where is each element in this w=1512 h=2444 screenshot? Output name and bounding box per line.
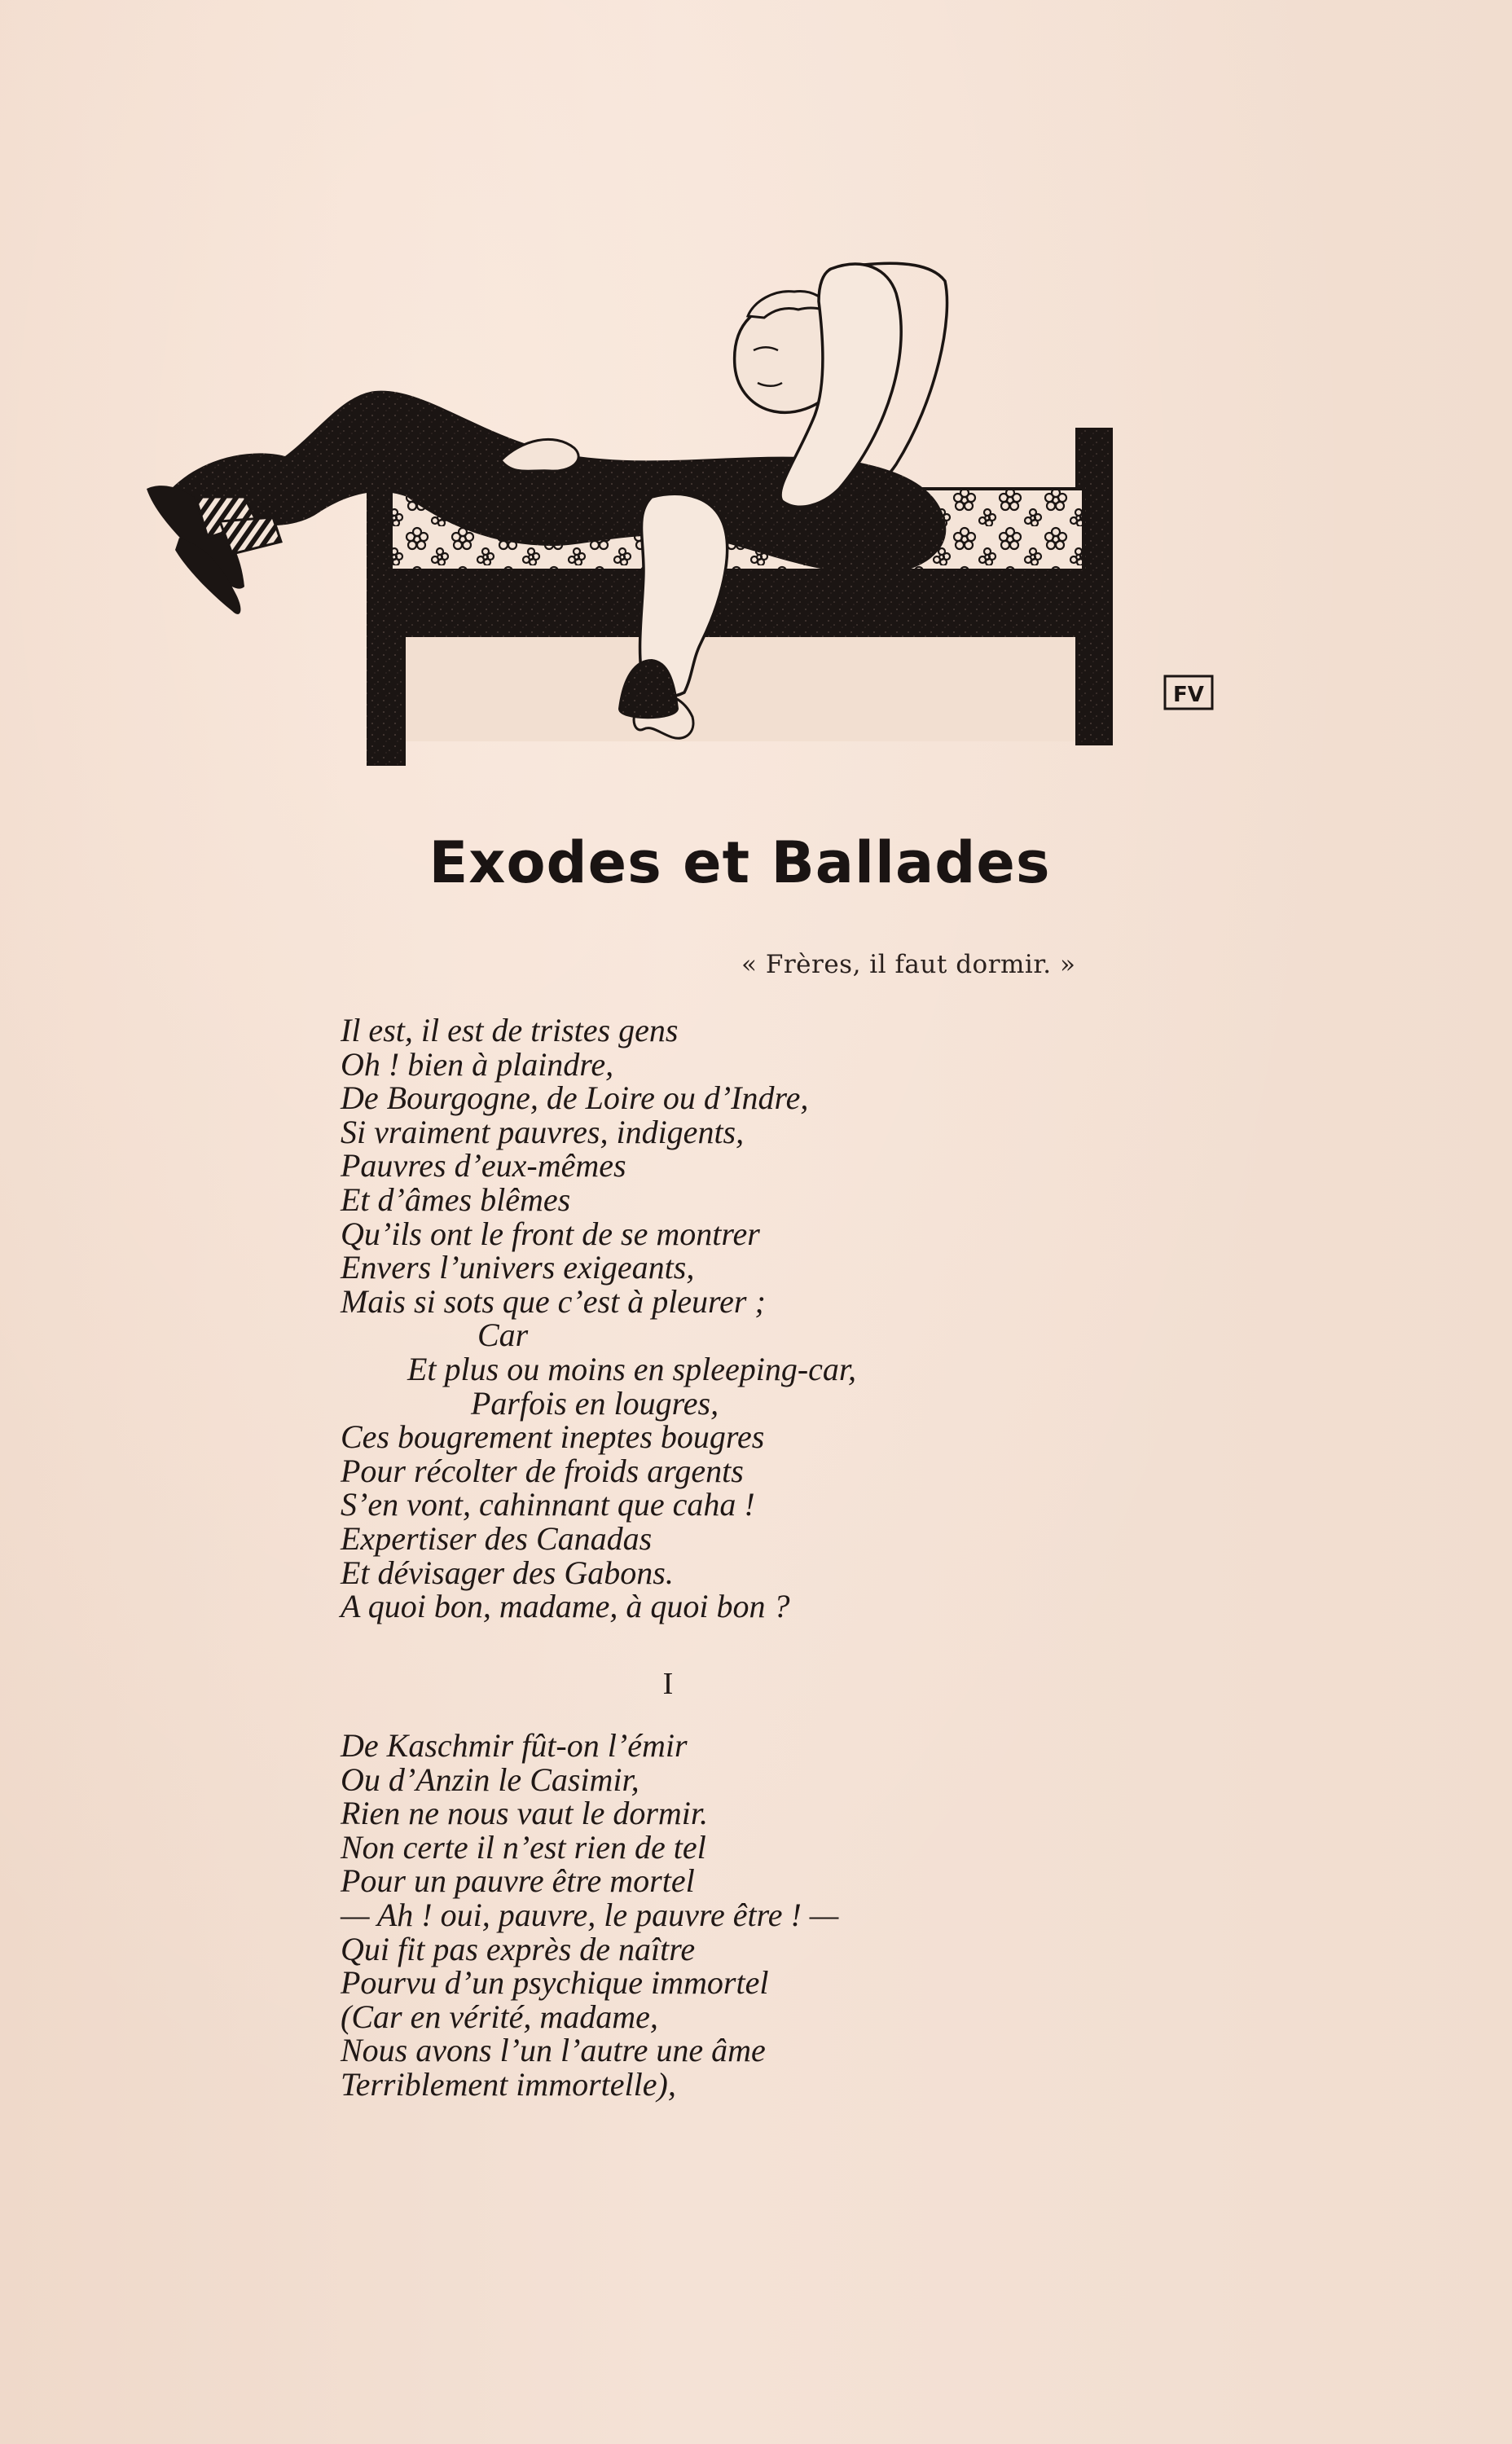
verse-line: Rien ne nous vaut le dormir.	[341, 1795, 709, 1832]
verse-line: Qui fit pas exprès de naître	[341, 1930, 696, 1967]
verse-line: Pauvres d’eux-mêmes	[341, 1147, 626, 1185]
verse-line: Si vraiment pauvres, indigents,	[341, 1113, 745, 1150]
monogram-text: FV	[1173, 683, 1204, 707]
verse-line: Terriblement immortelle),	[341, 2065, 676, 2103]
section-numeral: I	[662, 1667, 674, 1701]
verse-line: Parfois en lougres,	[471, 1384, 719, 1422]
verse-line: S’en vont, cahinnant que caha !	[341, 1486, 755, 1523]
stanza-1	[341, 1013, 1155, 1624]
verse-line: Et plus ou moins en spleeping-car,	[407, 1350, 857, 1387]
verse-line: Et d’âmes blêmes	[341, 1180, 571, 1218]
verse-line: Pourvu d’un psychique immortel	[341, 1964, 769, 2002]
verse-line: Ou d’Anzin le Casimir,	[341, 1760, 640, 1798]
verse-line: A quoi bon, madame, à quoi bon ?	[341, 1588, 790, 1625]
verse-line: Non certe il n’est rien de tel	[341, 1828, 706, 1866]
verse-line: Pour récolter de froids argents	[341, 1452, 744, 1489]
epigraph: « Frères, il faut dormir. »	[741, 950, 1076, 979]
verse-line: Ces bougrement ineptes bougres	[341, 1418, 765, 1456]
verse-line: Qu’ils ont le front de se montrer	[341, 1215, 760, 1252]
page-title: Exodes et Ballades	[429, 829, 1051, 896]
verse-line: (Car en vérité, madame,	[341, 1998, 658, 2035]
verse-line: — Ah ! oui, pauvre, le pauvre être ! —	[341, 1896, 839, 1933]
artist-monogram	[1165, 676, 1212, 709]
verse-line: Nous avons l’un l’autre une âme	[341, 2032, 766, 2069]
verse-line: Mais si sots que c’est à pleurer ;	[341, 1282, 766, 1320]
stanza-2	[341, 1729, 1155, 2102]
verse-line: Il est, il est de tristes gens	[341, 1012, 679, 1048]
sleeping-man-illustration	[130, 253, 1238, 774]
verse-line: Envers l’univers exigeants,	[341, 1249, 695, 1286]
verse-line: Car	[477, 1317, 529, 1354]
verse-line: Oh ! bien à plaindre,	[341, 1045, 614, 1083]
verse-line: Et dévisager des Gabons.	[341, 1554, 674, 1591]
verse-line: De Kaschmir fût-on l’émir	[341, 1727, 688, 1764]
verse-line: Pour un pauvre être mortel	[341, 1862, 695, 1900]
verse-line: De Bourgogne, de Loire ou d’Indre,	[341, 1079, 809, 1117]
verse-line: Expertiser des Canadas	[341, 1519, 653, 1557]
